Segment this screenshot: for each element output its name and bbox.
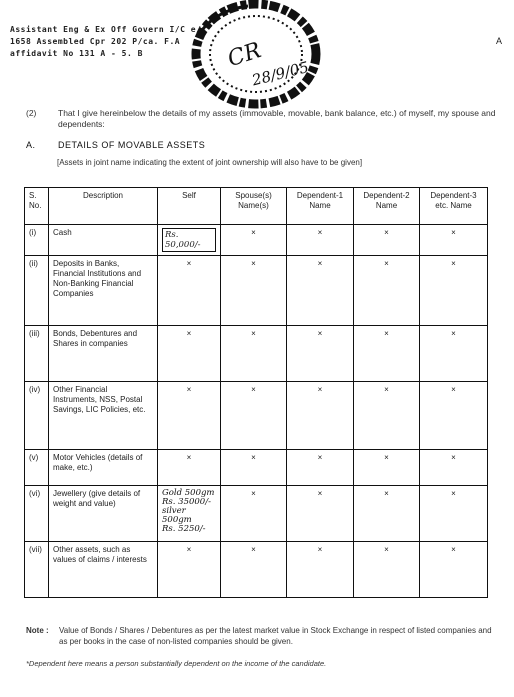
cross-mark: × — [354, 542, 420, 598]
cross-mark: × — [354, 486, 420, 542]
cross-mark: × — [354, 382, 420, 450]
handwritten-jewellery-line: Gold 500gm — [162, 488, 215, 498]
row-number: (iv) — [25, 382, 49, 450]
cross-mark: × — [158, 542, 221, 598]
office-stamp-text — [10, 24, 207, 60]
note-text: Value of Bonds / Shares / Debentures as per the latest market value in Stock Exchange in respect of listed companies and as per books in the case of non-listed companies should be given. — [59, 626, 492, 646]
section-letter: A. — [26, 140, 36, 150]
cross-mark: × — [287, 486, 354, 542]
cross-mark: × — [158, 450, 221, 486]
row-number: (ii) — [25, 256, 49, 326]
cross-mark: × — [420, 256, 488, 326]
self-value-cell — [158, 486, 221, 542]
cross-mark: × — [420, 542, 488, 598]
header-spouse: Spouse(s) Name(s) — [221, 188, 287, 225]
paragraph-number: (2) — [26, 108, 37, 118]
cross-mark: × — [158, 256, 221, 326]
cross-mark: × — [354, 450, 420, 486]
cross-mark: × — [158, 326, 221, 382]
cross-mark: × — [158, 382, 221, 450]
cross-mark: × — [354, 225, 420, 256]
paragraph-text: That I give hereinbelow the details of my assets (immovable, movable, bank balance, etc.) of myself, my spouse and dependents: — [58, 108, 496, 129]
handwritten-cash-amount: Rs. 50,000/- — [162, 228, 216, 252]
cross-mark: × — [221, 486, 287, 542]
row-description: Bonds, Debentures and Shares in companies — [49, 326, 158, 382]
row-description: Cash — [49, 225, 158, 256]
handwritten-jewellery-line: silver 500gm — [162, 506, 192, 525]
row-description: Motor Vehicles (details of make, etc.) — [49, 450, 158, 486]
cross-mark: × — [287, 542, 354, 598]
round-seal-stamp — [188, 0, 330, 112]
cross-mark: × — [287, 225, 354, 256]
header-dependent-2: Dependent-2 Name — [354, 188, 420, 225]
row-number: (i) — [25, 225, 49, 256]
section-title: DETAILS OF MOVABLE ASSETS — [58, 140, 206, 150]
table-row — [25, 486, 488, 542]
movable-assets-table — [24, 187, 488, 598]
table-row — [25, 256, 488, 326]
row-description: Other Financial Instruments, NSS, Postal Savings, LIC Policies, etc. — [49, 382, 158, 450]
handwritten-jewellery-line: Rs. 5250/- — [162, 524, 206, 534]
cross-mark: × — [420, 486, 488, 542]
cross-mark: × — [221, 382, 287, 450]
table-header-row — [25, 188, 488, 225]
cross-mark: × — [221, 326, 287, 382]
table-row — [25, 450, 488, 486]
cross-mark: × — [221, 225, 287, 256]
handwritten-jewellery-line: Rs. 35000/- — [162, 497, 211, 507]
header-self: Self — [158, 188, 221, 225]
footnote: *Dependent here means a person substantially dependent on the income of the candidate. — [26, 659, 327, 668]
self-value-cell — [158, 225, 221, 256]
table-row — [25, 542, 488, 598]
row-number: (iii) — [25, 326, 49, 382]
row-description: Deposits in Banks, Financial Institutions and Non-Banking Financial Companies — [49, 256, 158, 326]
corner-mark: A — [496, 36, 503, 46]
cross-mark: × — [420, 382, 488, 450]
cross-mark: × — [354, 326, 420, 382]
header-dependent-3: Dependent-3 etc. Name — [420, 188, 488, 225]
header-sno: S. No. — [25, 188, 49, 225]
cross-mark: × — [221, 542, 287, 598]
svg-text:28/9/05: 28/9/05 — [250, 57, 311, 90]
row-number: (vi) — [25, 486, 49, 542]
table-row — [25, 326, 488, 382]
cross-mark: × — [221, 450, 287, 486]
row-number: (v) — [25, 450, 49, 486]
table-row — [25, 382, 488, 450]
cross-mark: × — [287, 256, 354, 326]
row-description: Other assets, such as values of claims / interests — [49, 542, 158, 598]
cross-mark: × — [420, 326, 488, 382]
section-subtitle: [Assets in joint name indicating the extent of joint ownership will also have to be given] — [57, 158, 363, 167]
cross-mark: × — [221, 256, 287, 326]
row-description: Jewellery (give details of weight and value) — [49, 486, 158, 542]
svg-text:CR: CR — [224, 38, 265, 73]
row-number: (vii) — [25, 542, 49, 598]
header-dependent-1: Dependent-1 Name — [287, 188, 354, 225]
note-label: Note : — [26, 626, 49, 635]
stamp-line: 1658 Assembled Cpr 202 P/ca. F.A — [10, 37, 181, 46]
cross-mark: × — [287, 326, 354, 382]
cross-mark: × — [354, 256, 420, 326]
cross-mark: × — [420, 450, 488, 486]
header-description: Description — [49, 188, 158, 225]
stamp-line: affidavit No 131 A - 5. B — [10, 49, 143, 58]
cross-mark: × — [287, 382, 354, 450]
cross-mark: × — [420, 225, 488, 256]
cross-mark: × — [287, 450, 354, 486]
stamp-line: Assistant Eng & Ex Off Govern I/C e/s — [10, 25, 207, 34]
table-row — [25, 225, 488, 256]
